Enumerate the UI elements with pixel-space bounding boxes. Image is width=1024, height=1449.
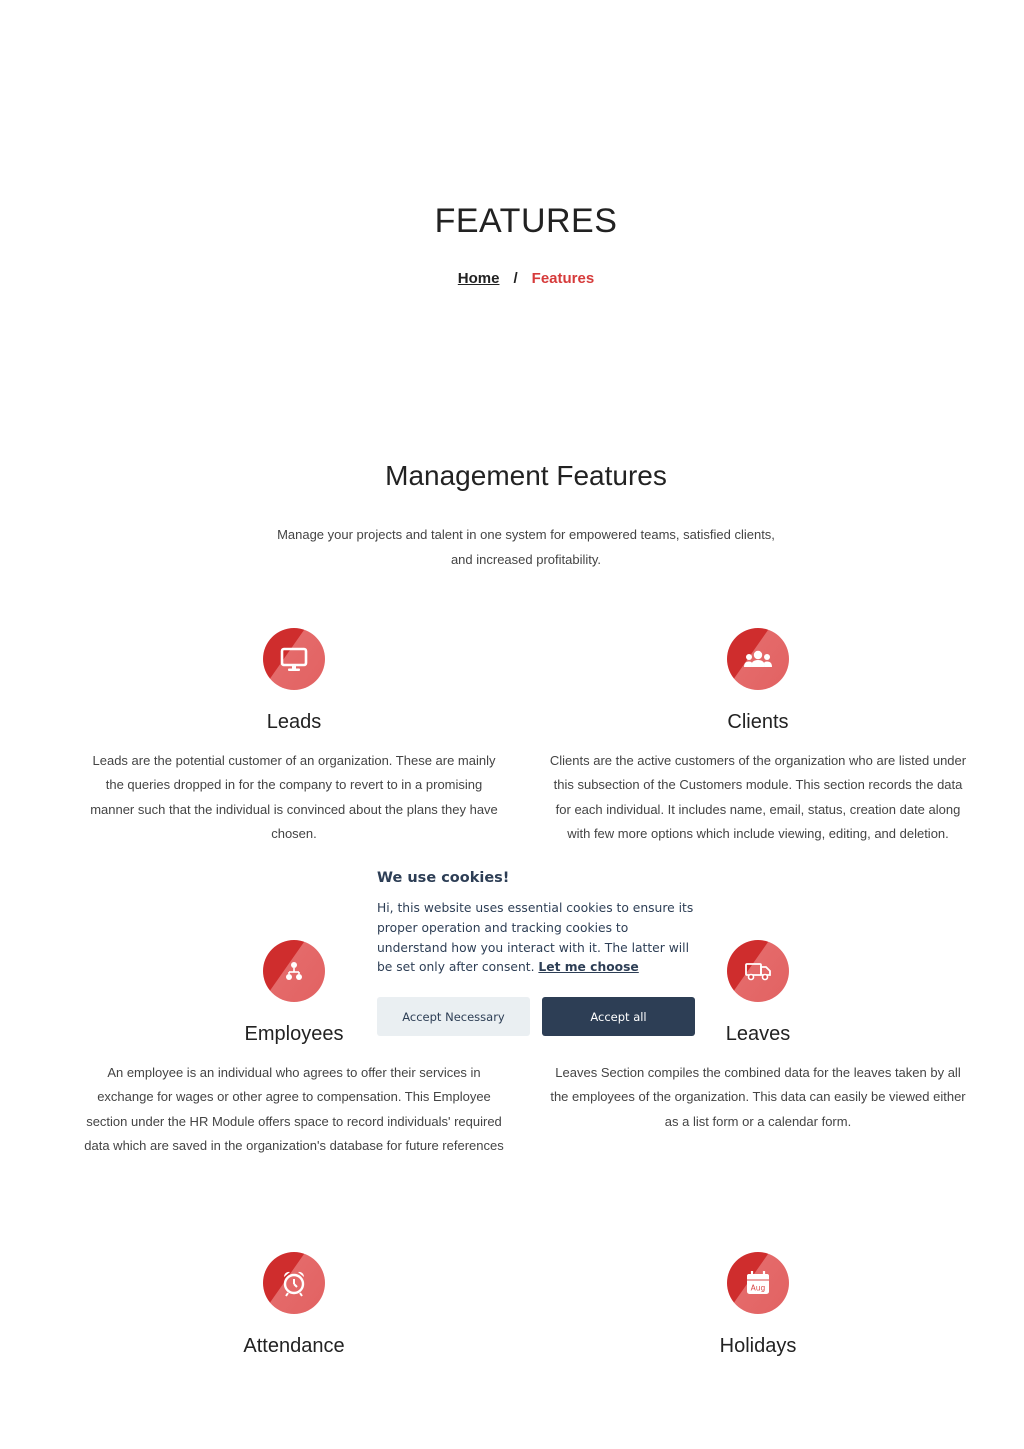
- feature-description: Clients are the active customers of the organization who are listed under this subsection of the Customers module. This section records the data for each individual. It includes name, email, status, creation date along with few more options which include viewing, editing, and deletion.: [549, 753, 967, 842]
- let-me-choose-link[interactable]: Let me choose: [538, 960, 639, 975]
- truck-icon: [727, 940, 789, 1002]
- feature-description: Leaves Section compiles the combined data for the leaves taken by all the employees of the organization. This data can easily be viewed either as a list form or a calendar form.: [550, 1065, 966, 1129]
- feature-title: Employees: [244, 1023, 344, 1045]
- feature-holidays: [548, 1252, 968, 1358]
- cookie-text: [377, 899, 702, 978]
- breadcrumb-current: Features: [531, 270, 595, 287]
- feature-description: An employee is an individual who agrees to offer their services in exchange for wages or other agree to compensation. This Employee section under the HR Module offers space to record individuals' required data which are saved in the organization's database for future references: [84, 1065, 504, 1154]
- alarm-clock-icon: [263, 1252, 325, 1314]
- feature-attendance: [84, 1252, 504, 1358]
- monitor-icon: [263, 628, 325, 690]
- cookie-title: We use cookies!: [377, 870, 510, 886]
- page-title: FEATURES: [434, 202, 618, 240]
- feature-description: Leads are the potential customer of an organization. These are mainly the queries dropped in for the company to revert to in a promising manner such that the individual is convinced about the plans they have chosen.: [90, 753, 498, 842]
- accept-all-button[interactable]: Accept all: [542, 997, 695, 1036]
- cookie-message: Hi, this website uses essential cookies to ensure its proper operation and tracking cookies to understand how you interact with it. The latter will be set only after consent.: [377, 901, 694, 975]
- calendar-icon-text: Aug: [750, 1283, 766, 1293]
- feature-leads: [84, 628, 504, 847]
- accept-necessary-button[interactable]: Accept Necessary: [377, 997, 530, 1036]
- org-chart-icon: [263, 940, 325, 1002]
- feature-title: Leads: [266, 711, 322, 733]
- feature-clients: [548, 628, 968, 847]
- feature-title: Clients: [727, 711, 789, 733]
- breadcrumb: [0, 270, 1024, 287]
- section-title: Management Features: [385, 460, 667, 491]
- users-icon: [727, 628, 789, 690]
- breadcrumb-separator: /: [513, 270, 518, 287]
- feature-title: Leaves: [725, 1023, 791, 1045]
- cookie-banner: [366, 858, 706, 1048]
- calendar-icon: [727, 1252, 789, 1314]
- breadcrumb-home-link[interactable]: Home: [457, 270, 500, 287]
- section-description: Manage your projects and talent in one system for empowered teams, satisfied clients, and increased profitability.: [277, 527, 775, 567]
- feature-title: Holidays: [719, 1335, 797, 1357]
- feature-title: Attendance: [243, 1335, 345, 1357]
